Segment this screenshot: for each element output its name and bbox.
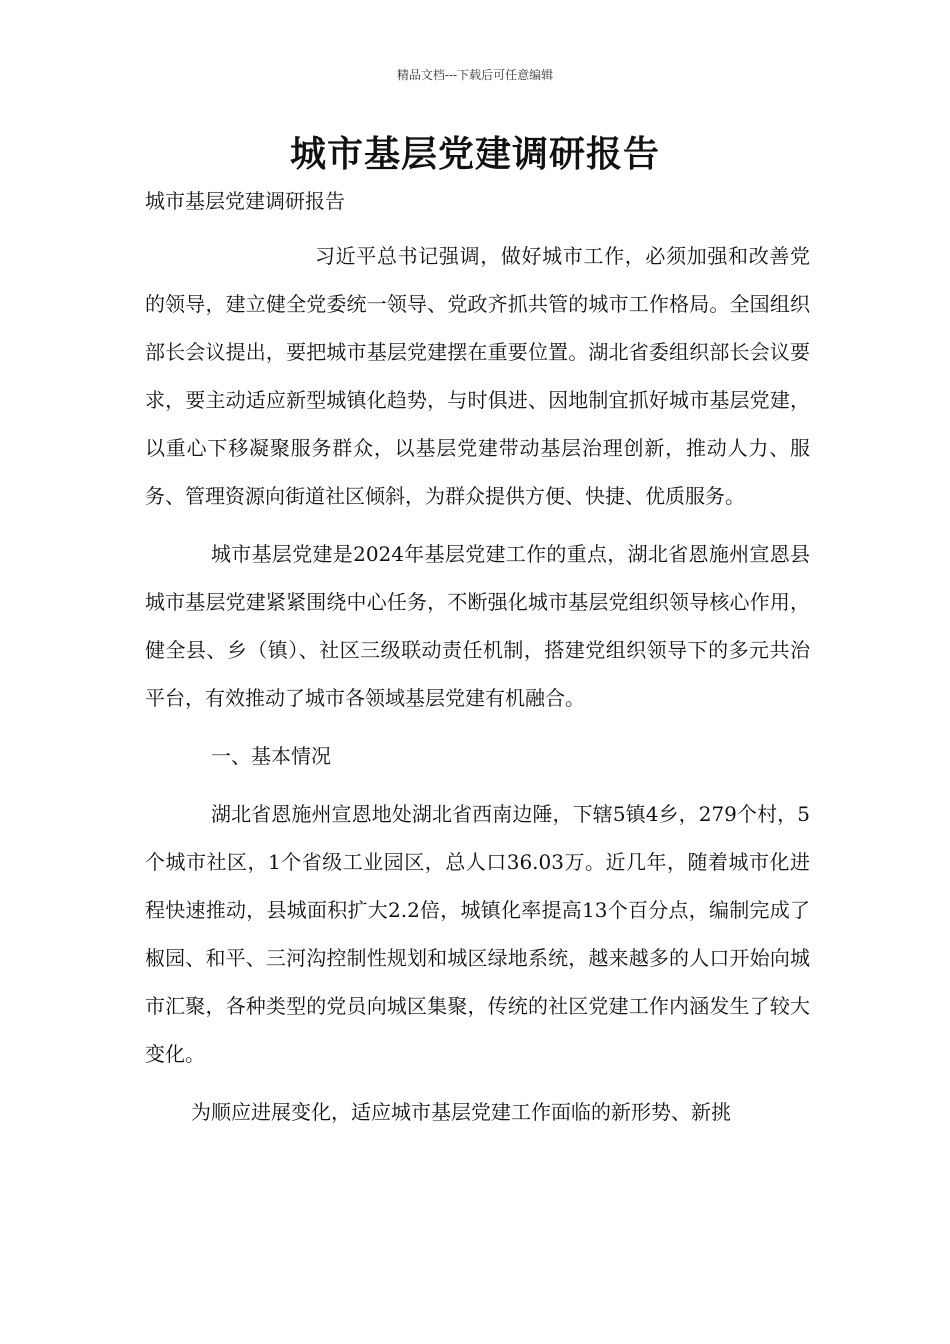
document-subtitle: 城市基层党建调研报告 xyxy=(145,189,345,213)
section-heading-basic-situation: 一、基本情况 xyxy=(211,744,331,768)
paragraph-basic-situation: 湖北省恩施州宣恩地处湖北省西南边陲，下辖5镇4乡，279个村，5个城市社区，1个省级工业园区，总人口36.03万。近几年，随着城市化进程快速推动，县城面积扩大2.2倍，城镇化率提高13个百分点，编制完成了椒园、和平、三河沟控制性规划和城区绿地系统，越来越多的人口开始向城市汇聚，各种类型的党员向城区集聚，传统的社区党建工作内涵发生了较大变化。 xyxy=(145,802,810,1066)
header-note: 精品文档---下载后可任意编辑 xyxy=(396,68,554,82)
paragraph-overview: 城市基层党建是2024年基层党建工作的重点，湖北省恩施州宣恩县城市基层党建紧紧围绕中心任务，不断强化城市基层党组织领导核心作用，健全县、乡（镇）、社区三级联动责任机制，搭建党组织领导下的多元共治平台，有效推动了城市各领域基层党建有机融合。 xyxy=(145,542,810,710)
paragraph-intro: 习近平总书记强调，做好城市工作，必须加强和改善党的领导，建立健全党委统一领导、党政齐抓共管的城市工作格局。全国组织部长会议提出，要把城市基层党建摆在重要位置。湖北省委组织部长会议要求，要主动适应新型城镇化趋势，与时俱进、因地制宜抓好城市基层党建，以重心下移凝聚服务群众，以基层党建带动基层治理创新，推动人力、服务、管理资源向街道社区倾斜，为群众提供方便、快捷、优质服务。 xyxy=(145,244,810,508)
document-title: 城市基层党建调研报告 xyxy=(289,133,660,175)
document-body xyxy=(145,232,810,1146)
paragraph-adaptation: 为顺应进展变化，适应城市基层党建工作面临的新形势、新挑 xyxy=(191,1100,731,1124)
